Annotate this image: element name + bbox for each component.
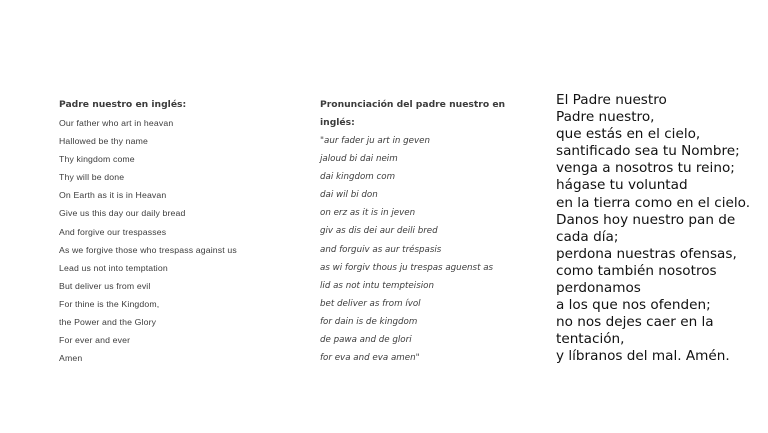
spanish-prayer-line: en la tierra como en el cielo. [556, 194, 751, 211]
pronunciation-line: giv as dis dei aur deili bred [320, 226, 438, 237]
pronunciation-column [320, 96, 542, 367]
english-prayer-line: On Earth as it is in Heavan [59, 190, 167, 201]
english-prayer-line: Amen [59, 353, 83, 364]
english-prayer-line: Give us this day our daily bread [59, 208, 186, 219]
spanish-prayer-line: como también nosotros perdonamos [556, 262, 717, 297]
pronunciation-line: dai wil bi don [320, 190, 378, 201]
spanish-prayer-line: santificado sea tu Nombre; [556, 143, 740, 160]
spanish-prayer-line: hágase tu voluntad [556, 177, 688, 194]
english-prayer-line: Thy will be done [59, 172, 125, 183]
pronunciation-line: and forguiv as aur tréspasis [320, 244, 442, 255]
english-prayer-line: For thine is the Kingdom, [59, 298, 160, 309]
spanish-prayer-line: perdona nuestras ofensas, [556, 245, 737, 262]
english-prayer-line: But deliver us from evil [59, 280, 151, 291]
pronunciation-line: "aur fader ju art in geven [320, 136, 431, 146]
spanish-prayer-line: a los que nos ofenden; [556, 297, 711, 314]
pronunciation-line: bet deliver as from ívol [320, 298, 421, 309]
pronunciation-line: lid as not intu tempteision [320, 280, 434, 291]
english-prayer-line: the Power and the Glory [59, 317, 157, 328]
english-prayer-line: Our father who art in heavan [59, 118, 174, 128]
spanish-prayer-line: y líbranos del mal. Amén. [556, 348, 730, 365]
english-prayer-column [59, 96, 299, 367]
pronunciation-line: as wi forgiv thous ju trespas aguenst as [320, 262, 494, 273]
english-prayer-line: As we forgive those who trespass against us [59, 244, 237, 255]
pronunciation-line: for eva and eva amen" [320, 353, 420, 364]
english-prayer-line: And forgive our trespasses [59, 226, 167, 237]
pronunciation-line: jaloud bi dai neim [320, 154, 398, 165]
spanish-prayer-line: venga a nosotros tu reino; [556, 160, 735, 177]
english-prayer-heading: Padre nuestro en inglés: [59, 99, 187, 110]
english-prayer-line: Lead us not into temptation [59, 262, 168, 273]
pronunciation-line: de pawa and de glori [320, 335, 412, 346]
english-prayer-line: Thy kingdom come [59, 154, 135, 165]
spanish-prayer-line: Padre nuestro, [556, 109, 655, 126]
spanish-prayer-line: El Padre nuestro [556, 92, 667, 108]
pronunciation-line: for dain is de kingdom [320, 316, 418, 327]
pronunciation-heading: Pronunciación del padre nuestro en inglés: [320, 99, 506, 128]
english-prayer-line: Hallowed be thy name [59, 136, 148, 147]
spanish-prayer-line: no nos dejes caer en la tentación, [556, 314, 714, 348]
spanish-prayer-column [556, 92, 756, 366]
spanish-prayer-line: Danos hoy nuestro pan de cada día; [556, 211, 736, 245]
pronunciation-line: dai kingdom com [320, 172, 396, 183]
english-prayer-line: For ever and ever [59, 335, 131, 346]
pronunciation-line: on erz as it is in jeven [320, 208, 416, 219]
spanish-prayer-line: que estás en el cielo, [556, 126, 701, 143]
